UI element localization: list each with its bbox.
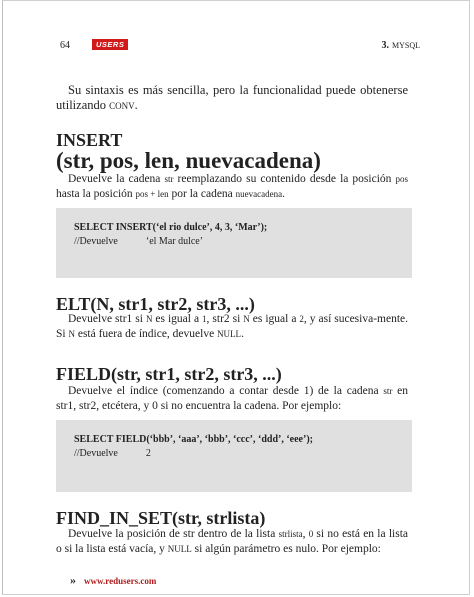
find-in-set-heading: FIND_IN_SET(str, strlista) <box>56 508 266 528</box>
intro-paragraph: Su sintaxis es más sencilla, pero la funcionalidad puede obtenerse utilizando CONV. <box>56 83 408 112</box>
code-line: SELECT INSERT(‘el rio dulce’, 4, 3, ‘Mar’); <box>74 222 268 233</box>
code-line: SELECT FIELD(‘bbb’, ‘aaa’, ‘bbb’, ‘ccc’, ‘ddd’, ‘eee’); <box>74 434 313 445</box>
insert-description: Devuelve la cadena str reemplazando su contenido desde la posición pos hasta la posición pos + len por la cadena nuevacadena. <box>56 173 408 200</box>
find-in-set-description: Devuelve la posición de str dentro de la lista strlista, 0 si no está en la lista o si la lista está vacía, y NULL si algún parámetro es nulo. Por ejemplo: <box>56 528 409 555</box>
field-description: Devuelve el índice (comenzando a contar desde 1) de la cadena str en str1, str2, etcétera, y 0 si no encuentra la cadena. Por ejemplo: <box>56 385 409 412</box>
double-arrow-icon: » <box>70 573 76 587</box>
page-number: 64 <box>60 40 70 51</box>
code-line: //Devuelve ‘el Mar dulce’ <box>74 236 204 247</box>
footer <box>70 573 156 588</box>
code-line: //Devuelve 2 <box>74 448 151 459</box>
field-code-block <box>56 420 412 492</box>
field-heading: FIELD(str, str1, str2, str3, ...) <box>56 364 282 384</box>
insert-heading: INSERT <box>56 130 123 150</box>
footer-url[interactable]: www.redusers.com <box>84 576 157 586</box>
chapter-title: MYSQL <box>391 41 420 50</box>
elt-heading: ELT(N, str1, str2, str3, ...) <box>56 294 255 314</box>
insert-code-block <box>56 208 412 278</box>
chapter-header <box>381 40 420 51</box>
elt-description: Devuelve str1 si N es igual a 1, str2 si N es igual a 2, y así sucesiva-mente. Si N está fuera de índice, devuelve NULL. <box>56 313 409 340</box>
users-logo: USERS <box>92 39 128 50</box>
insert-signature: (str, pos, len, nuevacadena) <box>56 148 321 173</box>
chapter-number: 3. <box>381 40 389 51</box>
inline-code: CONV <box>109 101 135 111</box>
